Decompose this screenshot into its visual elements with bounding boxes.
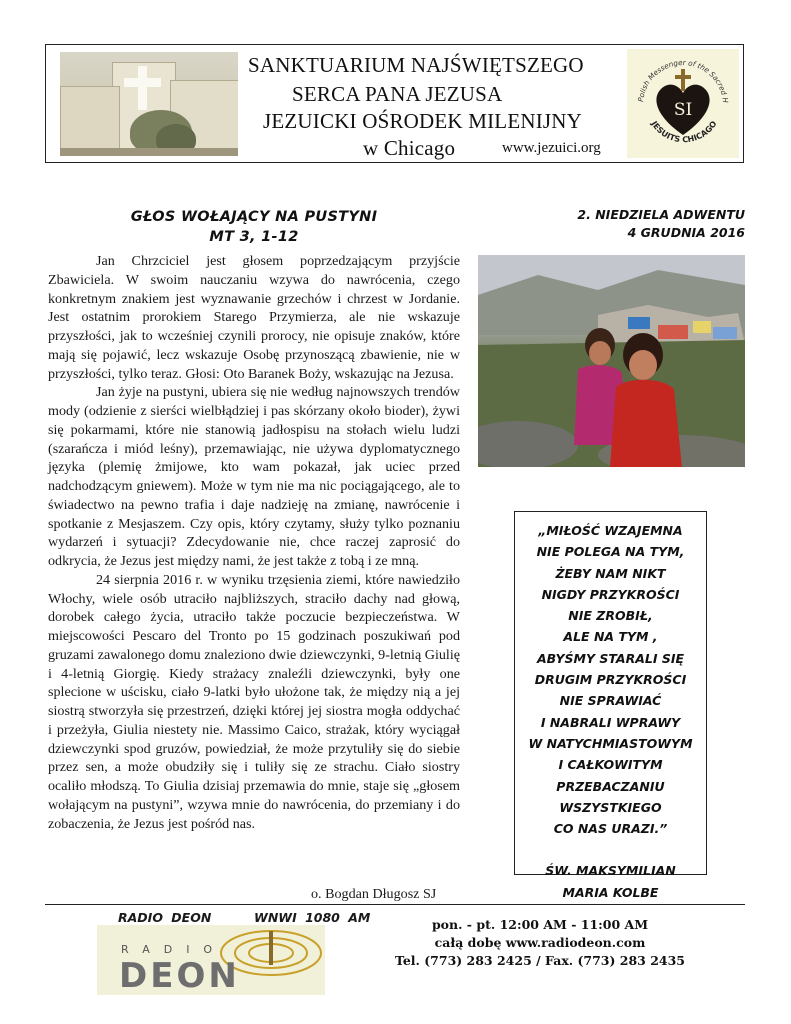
quote-author-line-1: ŚW. MAKSYMILIAN: [545, 863, 676, 879]
quote-line-13: PRZEBACZANIU: [556, 778, 665, 794]
header-title-line-2: SERCA PANA JEZUSA: [292, 82, 503, 106]
quote-line-5: NIE ZROBIŁ,: [568, 608, 653, 624]
quote-line-2: NIE POLEGA NA TYM,: [536, 544, 685, 560]
children-photo: [478, 255, 745, 467]
quote-line-15: CO NAS URAZI.”: [553, 821, 668, 837]
church-photo: [60, 52, 238, 156]
logo-bottom-text: JESUITS CHICAGO: [649, 119, 719, 145]
header-title-line-4: w Chicago: [363, 136, 456, 160]
quote-author-line-2: MARIA KOLBE: [562, 884, 659, 900]
quote-line-9: NIE SPRAWIAĆ: [559, 693, 662, 709]
article-author: o. Bogdan Długosz SJ: [311, 886, 437, 902]
quote-line-6: ALE NA TYM ,: [563, 629, 658, 645]
radio-deon-logo: [97, 925, 325, 995]
contact-phone-fax: Tel. (773) 283 2425 / Fax. (773) 283 2435: [394, 953, 685, 968]
quote-line-10: I NABRALI WPRAWY: [540, 714, 681, 730]
radio-station: WNWI 1080 AM: [254, 910, 371, 925]
broadcast-hours: pon. - pt. 12:00 AM - 11:00 AM: [431, 917, 649, 932]
quote-line-12: I CAŁKOWITYM: [558, 757, 663, 773]
logo-deon-text: DEON: [119, 956, 240, 995]
quote-line-4: NIGDY PRZYKROŚCI: [541, 586, 680, 602]
online-stream[interactable]: całą dobę www.radiodeon.com: [434, 935, 646, 950]
radio-heading: [118, 910, 370, 925]
sunday-date: 4 GRUDNIA 2016: [627, 225, 745, 240]
article-body: [48, 252, 460, 833]
footer-divider: [45, 904, 745, 905]
article-subtitle: MT 3, 1-12: [209, 229, 299, 245]
liturgical-day: 2. NIEDZIELA ADWENTU: [577, 207, 745, 222]
quote-line-1: „MIŁOŚĆ WZAJEMNA: [538, 523, 683, 538]
article-paragraph-2: Jan żyje na pustyni, ubiera się nie według najnowszych trendów mody (odzienie z sierści wielbłądziej i pas skórzany około bioder), żywi się pokarmami, które nie stanowią jadłospisu na stołach wielu ludzi (szarańcza i miód leśny), przemawiając, nie używa dyplomatycznego języka (plemię żmijowe, kto wam pokazał, jak uciec przed nadchodzącym gniewem). Może w tym nie ma nic pociągającego, ale to świadectwo na pewno trafia i daje nadzieję na zmianę, nawrócenie i spotkanie z Mesjaszem. Czy opis, który czytamy, służy tylko poznaniu wydarzeń i sytuacji? Zdecydowanie nie, chce raczej zaprosić do odkrycia, że Jezus jest między nami, że jest także z tobą i ze mną.: [48, 384, 460, 569]
quote-line-8: DRUGIM PRZYKROŚCI: [534, 672, 687, 688]
quote-line-14: WSZYSTKIEGO: [559, 799, 662, 815]
article-paragraph-3: 24 sierpnia 2016 r. w wyniku trzęsienia ziemi, które nawiedziło Włochy, wiele osób utraciło najbliższych, straciło dachy nad głową, dorobek całego życia, utraciło także poczucie bezpieczeństwa. W miejscowości Pescaro del Tronto po 15 godzinach poszukiwań pod gruzami zawalonego domu znaleziono dwie dziewczynki, 9-letnią Giulię i 4-letnią Giorgię. Kiedy strażacy znaleźli dziewczynki, były one splecione w uścisku, ciało 9-latki było ułożone tak, że między nią a jej siostrą stworzyła się przestrzeń, dzięki której jej siostra mogła oddychać i przeżyła, Giulia niestety nie. Massimo Caico, strażak, który wyciągał dziewczynki spod gruzów, powiedział, że może przytuliły się do siebie przez sen, a może obudziły się i tuliły się ze strachu. Ciało siostry ocaliło młodszą. To Giulia dzisiaj przemawia do mnie, staje się „głosem wołającym na pustyni”, wzywa mnie do nawrócenia, do przemiany i do zobaczenia, że Jezus jest pośród nas.: [48, 571, 460, 832]
jesuits-seal-icon: [627, 49, 739, 158]
header-title-line-1: SANKTUARIUM NAJŚWIĘTSZEGO: [248, 53, 584, 77]
quote-line-7: ABYŚMY STARALI SIĘ: [536, 650, 685, 666]
logo-monogram: SI: [673, 100, 693, 120]
quote-lines: [514, 520, 707, 903]
header-title-line-3: JEZUICKI OŚRODEK MILENIJNY: [263, 109, 583, 133]
radio-name: RADIO DEON: [118, 910, 212, 925]
quote-line-11: W NATYCHMIASTOWYM: [528, 735, 693, 751]
logo-radio-text: RADIO: [121, 943, 227, 956]
quote-line-3: ŻEBY NAM NIKT: [555, 565, 666, 581]
website-link[interactable]: www.jezuici.org: [502, 140, 601, 156]
article-paragraph-1: Jan Chrzciciel jest głosem poprzedzającym przyjście Zbawiciela. W swoim nauczaniu wzywa do nawrócenia, czego konkretnym znakiem jest wyznawanie grzechów i chrzest w Jordanie. Jest ostatnim prorokiem Starego Przymierza, ale nie wskazuje przyszłości, jak to wcześniej czynili prorocy, nie opisuje znaków, które mają się pojawić, lecz wskazuje Osobę przynoszącą zbawienie, nie w przyszłości, tylko teraz. Głosi: Oto Baranek Boży, wskazując na Jezusa.: [48, 253, 460, 382]
logo-ring-text: Polish Messenger of the Sacred H: [636, 57, 731, 104]
article-title: GŁOS WOŁAJĄCY NA PUSTYNI: [130, 209, 378, 225]
